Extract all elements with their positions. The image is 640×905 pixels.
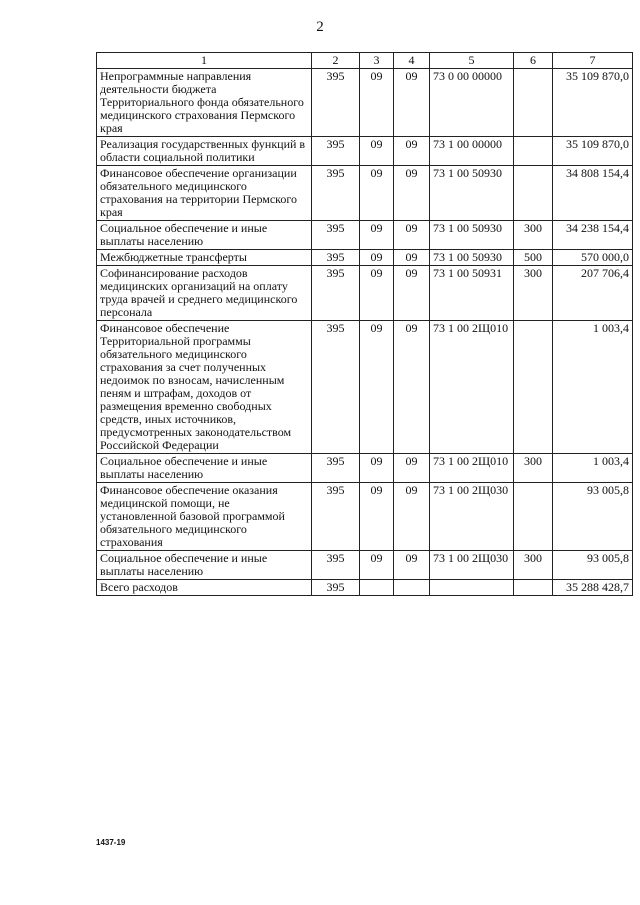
- row-subsection: 09: [394, 221, 430, 250]
- column-header: 2: [312, 53, 360, 69]
- row-name: Финансовое обеспечение оказания медицинской помощи, не установленной базовой программой обязательного медицинского страхования: [97, 483, 312, 551]
- row-grbs: 395: [312, 454, 360, 483]
- row-expense-type: [514, 69, 553, 137]
- row-amount: 570 000,0: [553, 250, 633, 266]
- row-expense-type: 300: [514, 221, 553, 250]
- row-section: 09: [360, 551, 394, 580]
- row-name: Всего расходов: [97, 580, 312, 596]
- row-expense-type: [514, 580, 553, 596]
- row-target: 73 1 00 50930: [430, 166, 514, 221]
- row-subsection: 09: [394, 483, 430, 551]
- row-target: 73 1 00 2Щ010: [430, 454, 514, 483]
- header-row: [97, 53, 633, 69]
- row-name: Социальное обеспечение и иные выплаты населению: [97, 221, 312, 250]
- row-expense-type: [514, 166, 553, 221]
- row-amount: 35 109 870,0: [553, 69, 633, 137]
- row-target: 73 1 00 2Щ030: [430, 551, 514, 580]
- row-subsection: 09: [394, 250, 430, 266]
- row-grbs: 395: [312, 483, 360, 551]
- row-grbs: 395: [312, 69, 360, 137]
- row-section: 09: [360, 250, 394, 266]
- row-section: 09: [360, 221, 394, 250]
- row-target: 73 1 00 2Щ010: [430, 321, 514, 454]
- row-expense-type: [514, 483, 553, 551]
- row-name: Социальное обеспечение и иные выплаты населению: [97, 551, 312, 580]
- budget-expenditure-table: [96, 52, 633, 596]
- row-amount: 207 706,4: [553, 266, 633, 321]
- row-subsection: 09: [394, 551, 430, 580]
- row-grbs: 395: [312, 266, 360, 321]
- column-header: 4: [394, 53, 430, 69]
- row-section: 09: [360, 321, 394, 454]
- row-name: Финансовое обеспечение организации обязательного медицинского страхования на территории Пермского края: [97, 166, 312, 221]
- row-expense-type: 300: [514, 454, 553, 483]
- row-expense-type: [514, 137, 553, 166]
- row-amount: 35 288 428,7: [553, 580, 633, 596]
- table-row: [97, 221, 633, 250]
- row-name: Софинансирование расходов медицинских организаций на оплату труда врачей и среднего медицинского персонала: [97, 266, 312, 321]
- row-target: [430, 580, 514, 596]
- row-name: Финансовое обеспечение Территориальной программы обязательного медицинского страхования за счет полученных недоимок по взносам, начисленным пеням и штрафам, доходов от размещения временно свободных средств, иных источников, предусмотренных законодательством Российской Федерации: [97, 321, 312, 454]
- row-name: Межбюджетные трансферты: [97, 250, 312, 266]
- row-section: 09: [360, 454, 394, 483]
- row-amount: 93 005,8: [553, 483, 633, 551]
- row-expense-type: 500: [514, 250, 553, 266]
- row-grbs: 395: [312, 551, 360, 580]
- table-row: [97, 137, 633, 166]
- row-subsection: 09: [394, 166, 430, 221]
- row-grbs: 395: [312, 321, 360, 454]
- table-row: [97, 483, 633, 551]
- row-section: 09: [360, 483, 394, 551]
- row-section: 09: [360, 137, 394, 166]
- row-section: 09: [360, 166, 394, 221]
- row-section: [360, 580, 394, 596]
- table-row: [97, 250, 633, 266]
- row-grbs: 395: [312, 137, 360, 166]
- row-grbs: 395: [312, 221, 360, 250]
- row-amount: 34 808 154,4: [553, 166, 633, 221]
- table-row: [97, 321, 633, 454]
- row-amount: 34 238 154,4: [553, 221, 633, 250]
- table-row: [97, 166, 633, 221]
- row-target: 73 0 00 00000: [430, 69, 514, 137]
- table-total-row: [97, 580, 633, 596]
- row-grbs: 395: [312, 166, 360, 221]
- row-subsection: 09: [394, 266, 430, 321]
- column-header: 7: [553, 53, 633, 69]
- row-amount: 1 003,4: [553, 454, 633, 483]
- table-row: [97, 266, 633, 321]
- row-amount: 1 003,4: [553, 321, 633, 454]
- table-row: [97, 551, 633, 580]
- column-header: 1: [97, 53, 312, 69]
- page-number: 2: [316, 19, 324, 35]
- row-name: Реализация государственных функций в области социальной политики: [97, 137, 312, 166]
- row-expense-type: [514, 321, 553, 454]
- column-header: 5: [430, 53, 514, 69]
- row-subsection: 09: [394, 69, 430, 137]
- row-grbs: 395: [312, 580, 360, 596]
- table-row: [97, 454, 633, 483]
- row-subsection: 09: [394, 454, 430, 483]
- row-target: 73 1 00 50930: [430, 221, 514, 250]
- row-amount: 35 109 870,0: [553, 137, 633, 166]
- row-section: 09: [360, 69, 394, 137]
- table-row: [97, 69, 633, 137]
- column-header: 3: [360, 53, 394, 69]
- row-subsection: [394, 580, 430, 596]
- row-name: Социальное обеспечение и иные выплаты населению: [97, 454, 312, 483]
- row-target: 73 1 00 00000: [430, 137, 514, 166]
- row-target: 73 1 00 2Щ030: [430, 483, 514, 551]
- row-expense-type: 300: [514, 266, 553, 321]
- row-subsection: 09: [394, 321, 430, 454]
- row-grbs: 395: [312, 250, 360, 266]
- row-amount: 93 005,8: [553, 551, 633, 580]
- row-target: 73 1 00 50931: [430, 266, 514, 321]
- column-header: 6: [514, 53, 553, 69]
- row-expense-type: 300: [514, 551, 553, 580]
- row-subsection: 09: [394, 137, 430, 166]
- row-section: 09: [360, 266, 394, 321]
- row-target: 73 1 00 50930: [430, 250, 514, 266]
- row-name: Непрограммные направления деятельности бюджета Территориального фонда обязательного медицинского страхования Пермского края: [97, 69, 312, 137]
- document-code: 1437-19: [96, 838, 126, 847]
